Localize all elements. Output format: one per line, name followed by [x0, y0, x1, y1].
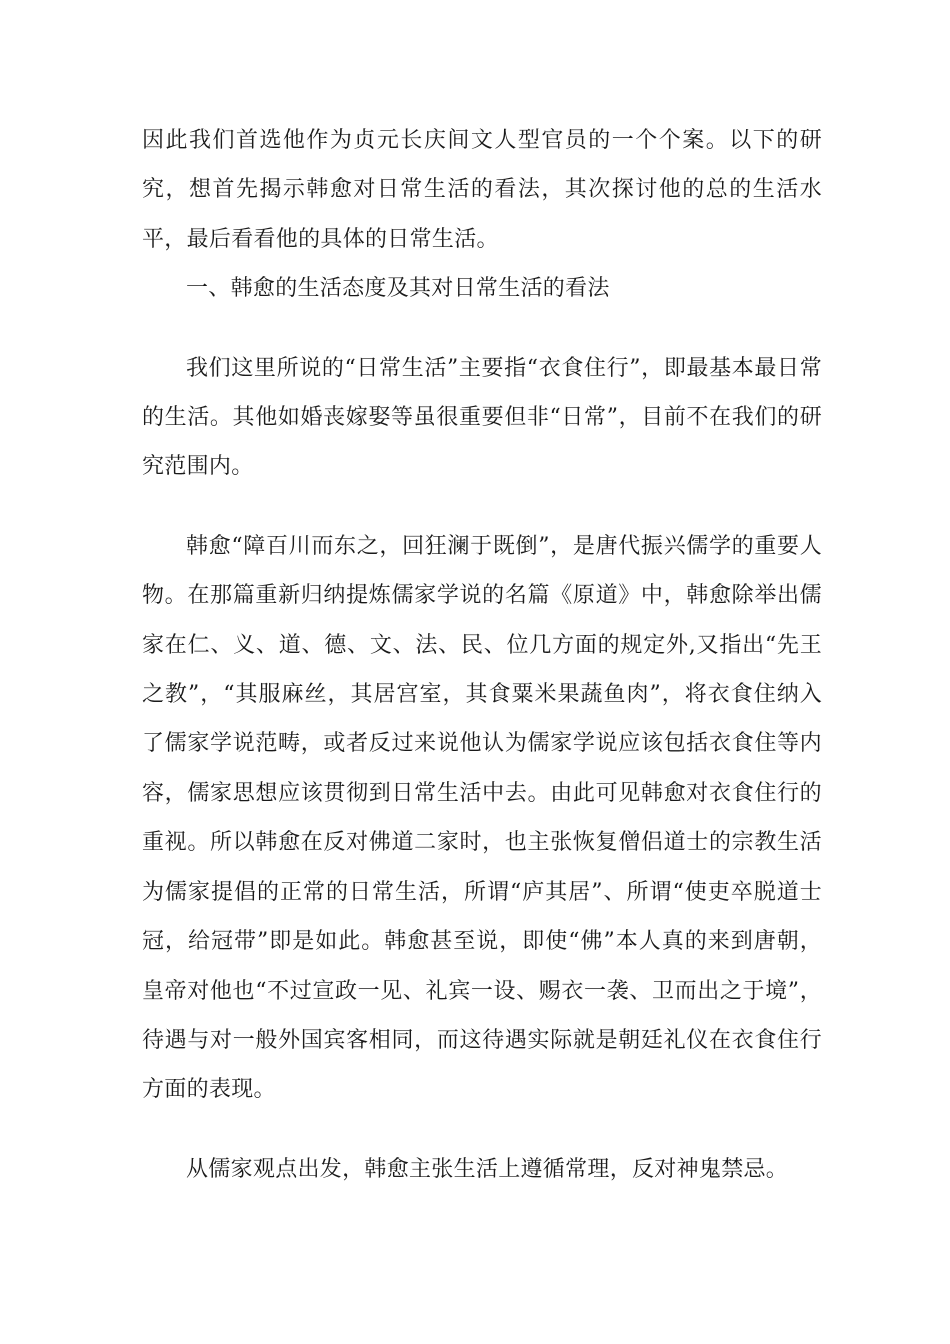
- section-heading: 一、韩愈的生活态度及其对日常生活的看法: [186, 276, 610, 302]
- paragraph-yuandao: 韩愈“障百川而东之，回狂澜于既倒”，是唐代振兴儒学的重要人物。在那篇重新归纳提炼儒家学说的名篇《原道》中，韩愈除举出儒家在仁、义、道、德、文、法、民、位几方面的规定外,又指出“先王之教”，“其服麻丝，其居宫室，其食粟米果蔬鱼肉”，将衣食住纳入了儒家学说范畴，或者反过来说他认为儒家学说应该包括衣食住等内容，儒家思想应该贯彻到日常生活中去。由此可见韩愈对衣食住行的重视。所以韩愈在反对佛道二家时，也主张恢复僧侣道士的宗教生活为儒家提倡的正常的日常生活，所谓“庐其居”、所谓“使吏卒脱道士冠，给冠带”即是如此。韩愈甚至说，即使“佛”本人真的来到唐朝，皇帝对他也“不过宣政一见、礼宾一设、赐衣一袭、卫而出之于境”，待遇与对一般外国宾客相同，而这待遇实际就是朝廷礼仪在衣食住行方面的表现。: [142, 533, 822, 1103]
- paragraph-confucian-view: 从儒家观点出发，韩愈主张生活上遵循常理，反对神鬼禁忌。: [186, 1156, 789, 1182]
- paragraph-definition: 我们这里所说的“日常生活”主要指“衣食住行”，即最基本最日常的生活。其他如婚丧嫁娶等虽很重要但非“日常”，目前不在我们的研究范围内。: [142, 355, 822, 480]
- paragraph-intro: 因此我们首选他作为贞元长庆间文人型官员的一个个案。以下的研究，想首先揭示韩愈对日常生活的看法，其次探讨他的总的生活水平，最后看看他的具体的日常生活。: [142, 128, 822, 252]
- document-page: [142, 116, 822, 1194]
